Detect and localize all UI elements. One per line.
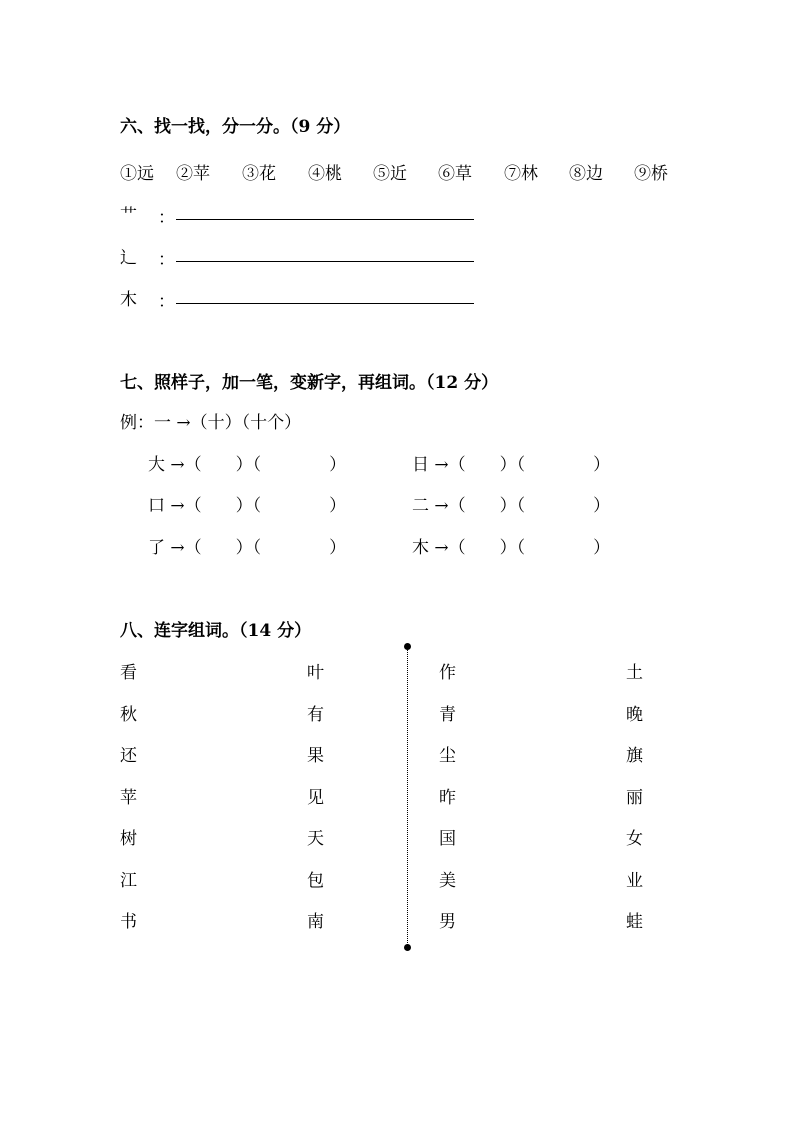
- radical-label: 木: [120, 290, 137, 310]
- char-item[interactable]: 江: [120, 871, 137, 891]
- section7-heading: 七、照样子，加一笔，变新字，再组词。（12 分）: [120, 373, 499, 393]
- char-item[interactable]: 有: [307, 705, 324, 725]
- char-item[interactable]: 昨: [439, 788, 456, 808]
- char-item[interactable]: 果: [307, 746, 324, 766]
- char-item[interactable]: 包: [307, 871, 324, 891]
- char-item[interactable]: 见: [307, 788, 324, 808]
- char-item[interactable]: 叶: [307, 663, 324, 683]
- option-3: ③花: [242, 164, 276, 184]
- char-item[interactable]: 书: [120, 912, 137, 932]
- char-item[interactable]: 青: [439, 705, 456, 725]
- char-item[interactable]: 作: [439, 663, 456, 683]
- section7-example: 例：一 →（十）（十个）: [120, 413, 302, 433]
- char-item[interactable]: 秋: [120, 705, 137, 725]
- char-item[interactable]: 女: [626, 829, 643, 849]
- section8-heading: 八、连字组词。（14 分）: [120, 621, 312, 641]
- char-item[interactable]: 丽: [626, 788, 643, 808]
- char-item[interactable]: 男: [439, 912, 456, 932]
- divider-top-dot: [404, 643, 411, 650]
- char-item[interactable]: 业: [626, 871, 643, 891]
- option-1: ①远: [120, 164, 154, 184]
- char-item[interactable]: 晚: [626, 705, 643, 725]
- colon: ：: [158, 250, 175, 270]
- answer-line[interactable]: [176, 303, 474, 304]
- answer-line[interactable]: [176, 261, 474, 262]
- radical-label: 辶: [120, 248, 137, 268]
- char-item[interactable]: 美: [439, 871, 456, 891]
- char-item[interactable]: 天: [307, 829, 324, 849]
- colon: ：: [158, 292, 175, 312]
- char-item[interactable]: 蛙: [626, 912, 643, 932]
- char-item[interactable]: 树: [120, 829, 137, 849]
- column-divider: [407, 650, 408, 945]
- radical-label: 艹: [120, 206, 137, 226]
- option-9: ⑨桥: [634, 164, 668, 184]
- option-8: ⑧边: [569, 164, 603, 184]
- char-item[interactable]: 旗: [626, 746, 643, 766]
- char-item[interactable]: 苹: [120, 788, 137, 808]
- char-item[interactable]: 南: [307, 912, 324, 932]
- colon: ：: [158, 208, 175, 228]
- char-item[interactable]: 土: [626, 663, 643, 683]
- exercise-row-left[interactable]: 口 →（ ）（ ）: [148, 496, 347, 516]
- exercise-row-left[interactable]: 了 →（ ）（ ）: [148, 538, 347, 558]
- option-6: ⑥草: [438, 164, 472, 184]
- exercise-row-right[interactable]: 二 →（ ）（ ）: [412, 496, 611, 516]
- exercise-row-right[interactable]: 木 →（ ）（ ）: [412, 538, 611, 558]
- option-5: ⑤近: [373, 164, 407, 184]
- char-item[interactable]: 尘: [439, 746, 456, 766]
- answer-line[interactable]: [176, 219, 474, 220]
- option-4: ④桃: [308, 164, 342, 184]
- exercise-row-right[interactable]: 日 →（ ）（ ）: [412, 455, 611, 475]
- char-item[interactable]: 看: [120, 663, 137, 683]
- divider-bottom-dot: [404, 944, 411, 951]
- section6-heading: 六、找一找，分一分。（9 分）: [120, 117, 351, 137]
- option-7: ⑦林: [504, 164, 538, 184]
- option-2: ②苹: [176, 164, 210, 184]
- char-item[interactable]: 还: [120, 746, 137, 766]
- exercise-row-left[interactable]: 大 →（ ）（ ）: [148, 455, 347, 475]
- char-item[interactable]: 国: [439, 829, 456, 849]
